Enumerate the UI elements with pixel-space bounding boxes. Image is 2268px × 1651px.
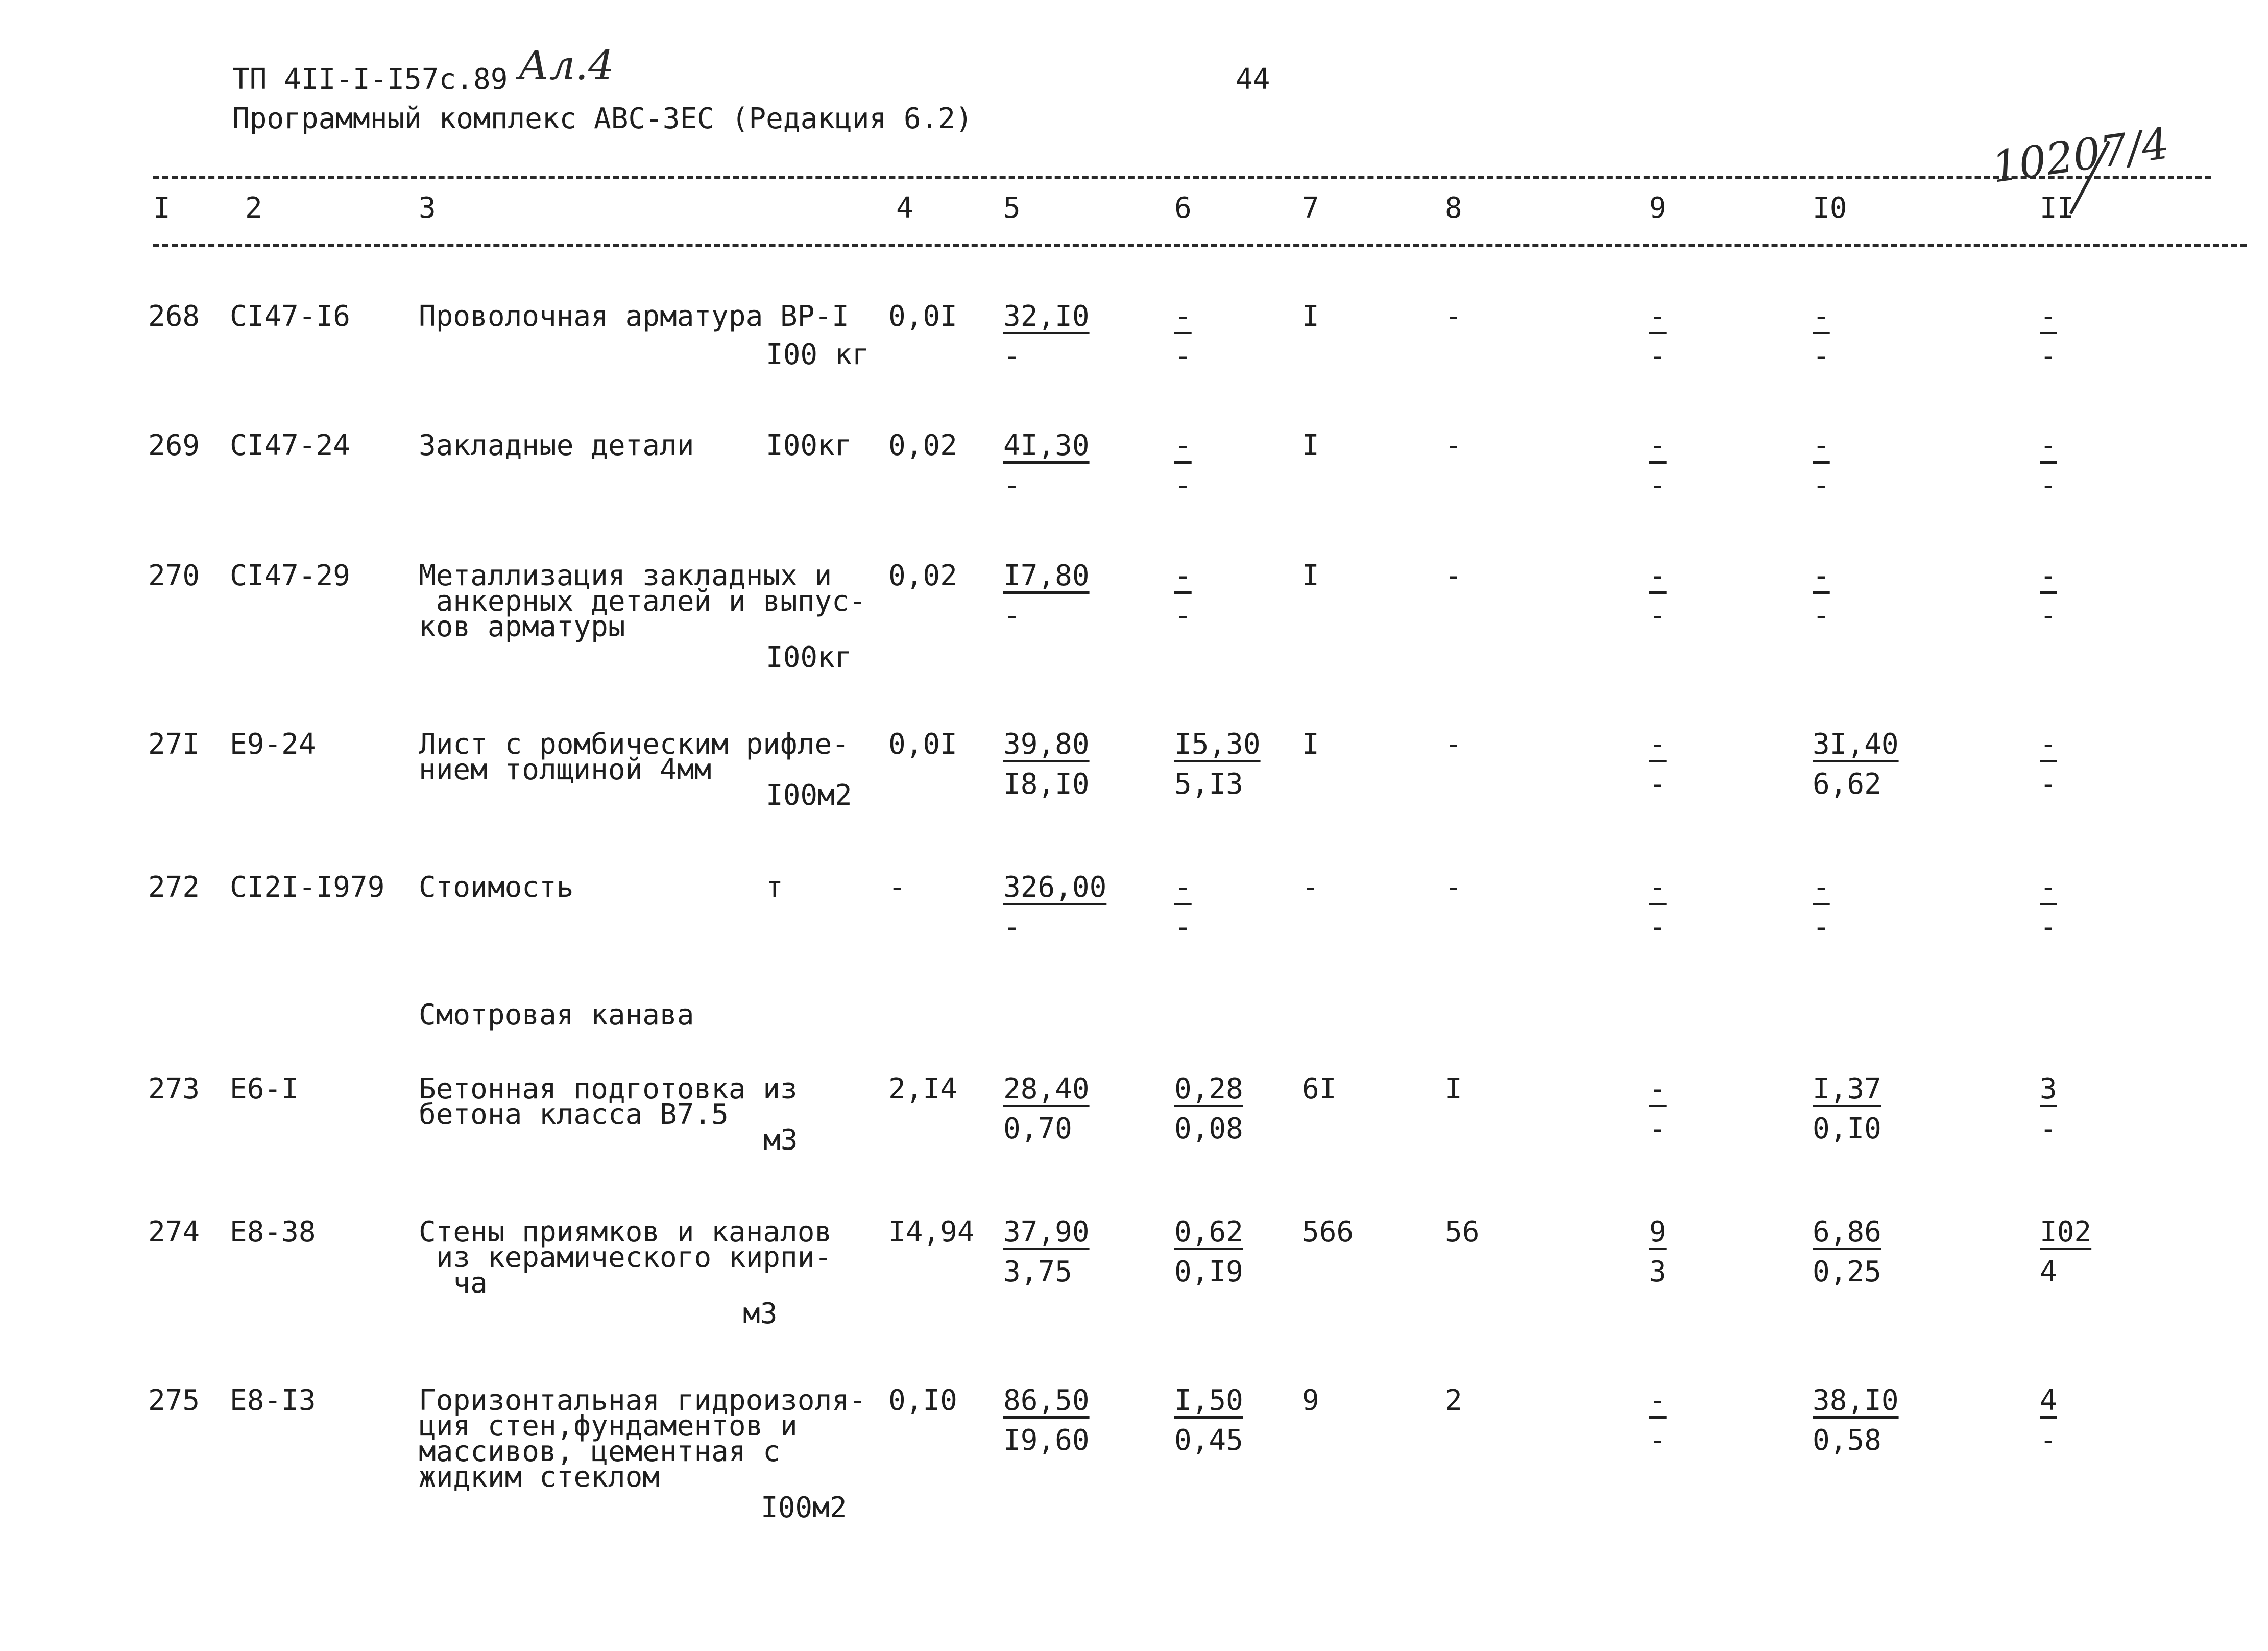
total-cost: 9 [1302, 1384, 1319, 1417]
unit-cost-denominator: I9,60 [1003, 1424, 1090, 1457]
wage-cost [1174, 1215, 1243, 1288]
wage-cost-denominator: 0,I9 [1174, 1255, 1243, 1288]
wage-cost-numerator: - [1174, 429, 1192, 462]
quantity: 0,I0 [888, 1384, 957, 1417]
col11-value-denominator: 4 [2040, 1255, 2057, 1288]
col9-value-denominator: - [1649, 1424, 1667, 1457]
column-number: 6 [1174, 192, 1192, 225]
unit-of-measure: м3 [763, 1123, 798, 1157]
col9-value [1649, 1215, 1667, 1288]
handwritten-mark: Ал.4 [518, 41, 614, 89]
column-number: 7 [1302, 192, 1319, 225]
wage-cost-numerator: 0,28 [1174, 1072, 1243, 1106]
col9-value-numerator: - [1649, 300, 1667, 333]
work-description-line: Лист с ромбическим рифле- [419, 728, 849, 761]
row-number: 269 [148, 429, 200, 462]
col9-value-denominator: - [1649, 768, 1667, 801]
wage-cost [1174, 730, 1261, 799]
col11-value-numerator: - [2040, 429, 2057, 462]
quantity: 0,0I [888, 728, 957, 761]
row-number: 270 [148, 559, 200, 592]
unit-of-measure: I00 кг [766, 338, 870, 371]
wage-cost-denominator: - [1174, 469, 1192, 502]
total-cost: I [1302, 429, 1319, 462]
unit-cost [1003, 873, 1106, 942]
unit-cost [1003, 302, 1090, 371]
work-description-line: Стены приямков и каналов [419, 1215, 832, 1249]
col9-value-numerator: 9 [1649, 1215, 1667, 1249]
col9-value-denominator: - [1649, 599, 1667, 632]
col9-value [1649, 559, 1667, 632]
norm-code: E8-I3 [230, 1384, 316, 1417]
norm-code: CI47-29 [230, 559, 351, 592]
col10-value [1813, 302, 1830, 371]
col9-value [1649, 1386, 1667, 1455]
col10-value-numerator: 6,86 [1813, 1215, 1881, 1249]
work-description-line: анкерных деталей и выпус- [419, 585, 866, 618]
row-number: 268 [148, 300, 200, 333]
unit-cost-denominator: - [1003, 340, 1021, 373]
norm-code: E8-38 [230, 1215, 316, 1249]
total-wage: - [1445, 300, 1462, 333]
work-description-line: ция стен,фундаментов и [419, 1409, 798, 1443]
col11-value-numerator: - [2040, 300, 2057, 333]
wage-cost-denominator: 5,I3 [1174, 768, 1243, 801]
unit-cost-numerator: 28,40 [1003, 1072, 1090, 1106]
col10-value-denominator: - [1813, 911, 1830, 944]
col9-value-denominator: - [1649, 1112, 1667, 1145]
col11-value-numerator: - [2040, 728, 2057, 761]
col11-value-denominator: - [2040, 1424, 2057, 1457]
col9-value-numerator: - [1649, 728, 1667, 761]
unit-cost-denominator: 3,75 [1003, 1255, 1072, 1288]
header-bottom-dashed-rule [153, 244, 2247, 247]
wage-cost-denominator: - [1174, 911, 1192, 944]
col9-value-denominator: - [1649, 340, 1667, 373]
work-description-line: массивов, цементная с [419, 1435, 781, 1468]
total-cost: - [1302, 871, 1319, 904]
col10-value-numerator: I,37 [1813, 1072, 1881, 1106]
wage-cost [1174, 429, 1192, 502]
row-number: 275 [148, 1384, 200, 1417]
col10-value-denominator: 0,25 [1813, 1255, 1881, 1288]
work-description-line: Проволочная арматура ВР-I [419, 300, 849, 333]
unit-cost-numerator: 32,I0 [1003, 300, 1090, 333]
norm-code: CI47-I6 [230, 300, 351, 333]
norm-code: E9-24 [230, 728, 316, 761]
total-wage: - [1445, 559, 1462, 592]
wage-cost-numerator: - [1174, 871, 1192, 904]
column-number: 3 [419, 192, 436, 225]
col10-value [1813, 1386, 1899, 1455]
unit-cost [1003, 730, 1090, 799]
wage-cost [1174, 302, 1192, 371]
wage-cost-numerator: 0,62 [1174, 1215, 1243, 1249]
work-description-line: нием толщиной 4мм [419, 753, 712, 786]
col11-value-denominator: - [2040, 911, 2057, 944]
col10-value-denominator: - [1813, 599, 1830, 632]
work-description-line: ча [419, 1266, 488, 1300]
column-number: II [2040, 192, 2074, 225]
row-number: 272 [148, 871, 200, 904]
col10-value [1813, 1072, 1881, 1145]
col9-value-numerator: - [1649, 559, 1667, 592]
col9-value-denominator: - [1649, 911, 1667, 944]
wage-cost [1174, 1072, 1243, 1145]
unit-cost [1003, 1072, 1090, 1145]
col10-value-denominator: 6,62 [1813, 768, 1881, 801]
inventory-mark: 10207/4 [1988, 118, 2173, 193]
col10-value [1813, 730, 1899, 799]
col10-value [1813, 1215, 1881, 1288]
col9-value-denominator: 3 [1649, 1255, 1667, 1288]
norm-code: CI2I-I979 [230, 871, 385, 904]
col11-value [2040, 1215, 2092, 1288]
col11-value-numerator: 4 [2040, 1384, 2057, 1417]
wage-cost [1174, 1386, 1243, 1455]
col9-value-numerator: - [1649, 1384, 1667, 1417]
unit-cost [1003, 559, 1090, 632]
total-wage: - [1445, 429, 1462, 462]
total-wage: - [1445, 728, 1462, 761]
work-description-line: бетона класса В7.5 [419, 1098, 729, 1131]
unit-cost-numerator: 37,90 [1003, 1215, 1090, 1249]
col11-value [2040, 1072, 2057, 1145]
column-number: 8 [1445, 192, 1462, 225]
unit-of-measure: т [766, 871, 783, 904]
unit-cost-denominator: - [1003, 469, 1021, 502]
work-description-line: Стоимость [419, 871, 574, 904]
total-cost: 566 [1302, 1215, 1354, 1249]
wage-cost-denominator: - [1174, 340, 1192, 373]
work-description-line: жидким стеклом [419, 1461, 660, 1494]
col10-value [1813, 559, 1830, 632]
col11-value [2040, 302, 2057, 371]
col11-value [2040, 873, 2057, 942]
quantity: 0,02 [888, 559, 957, 592]
wage-cost [1174, 873, 1192, 942]
col9-value-numerator: - [1649, 429, 1667, 462]
unit-cost-denominator: 0,70 [1003, 1112, 1072, 1145]
unit-cost-numerator: 39,80 [1003, 728, 1090, 761]
col10-value-denominator: - [1813, 340, 1830, 373]
col9-value-numerator: - [1649, 871, 1667, 904]
col10-value-numerator: - [1813, 300, 1830, 333]
work-description-line: ков арматуры [419, 610, 625, 643]
col9-value-numerator: - [1649, 1072, 1667, 1106]
col11-value-numerator: - [2040, 871, 2057, 904]
col11-value [2040, 1386, 2057, 1455]
col11-value-denominator: - [2040, 1112, 2057, 1145]
column-number: I [153, 192, 171, 225]
unit-cost-numerator: I7,80 [1003, 559, 1090, 592]
col9-value-denominator: - [1649, 469, 1667, 502]
page-number: 44 [1236, 63, 1270, 96]
col11-value-numerator: 3 [2040, 1072, 2057, 1106]
col11-value [2040, 559, 2057, 632]
unit-of-measure: I00кг [766, 429, 852, 462]
col10-value-denominator: 0,I0 [1813, 1112, 1881, 1145]
wage-cost-numerator: I5,30 [1174, 728, 1261, 761]
total-wage: 2 [1445, 1384, 1462, 1417]
quantity: 0,0I [888, 300, 957, 333]
column-number: I0 [1813, 192, 1847, 225]
work-description-line: из керамического кирпи- [419, 1241, 832, 1274]
work-description-line: Горизонтальная гидроизоля- [419, 1384, 866, 1417]
unit-of-measure: I00м2 [766, 779, 852, 812]
quantity: 2,I4 [888, 1072, 957, 1106]
program-title: Программный комплекс АВС-3ЕС (Редакция 6.2) [232, 102, 973, 135]
wage-cost-denominator: 0,08 [1174, 1112, 1243, 1145]
total-wage: I [1445, 1072, 1462, 1106]
unit-cost [1003, 1215, 1090, 1288]
col11-value-denominator: - [2040, 340, 2057, 373]
quantity: - [888, 871, 906, 904]
col10-value [1813, 873, 1830, 942]
column-number: 4 [896, 192, 913, 225]
col10-value-denominator: - [1813, 469, 1830, 502]
section-heading: Смотровая канава [419, 998, 694, 1032]
col10-value-numerator: - [1813, 429, 1830, 462]
col9-value [1649, 302, 1667, 371]
total-cost: I [1302, 728, 1319, 761]
total-cost: I [1302, 559, 1319, 592]
col10-value-denominator: 0,58 [1813, 1424, 1881, 1457]
col11-value-denominator: - [2040, 469, 2057, 502]
unit-cost-denominator: I8,I0 [1003, 768, 1090, 801]
document-code: ТП 4II-I-I57с.89 [232, 63, 508, 96]
total-cost: I [1302, 300, 1319, 333]
norm-code: CI47-24 [230, 429, 351, 462]
unit-cost [1003, 1386, 1090, 1455]
column-number: 2 [245, 192, 262, 225]
unit-of-measure: I00м2 [761, 1491, 847, 1524]
col9-value [1649, 429, 1667, 502]
col11-value [2040, 730, 2057, 799]
work-description-line: Металлизация закладных и [419, 559, 832, 592]
row-number: 27I [148, 728, 200, 761]
total-wage: 56 [1445, 1215, 1480, 1249]
wage-cost-numerator: - [1174, 300, 1192, 333]
col10-value-numerator: 38,I0 [1813, 1384, 1899, 1417]
row-number: 274 [148, 1215, 200, 1249]
col11-value [2040, 429, 2057, 502]
work-description-line: Закладные детали [419, 429, 694, 462]
quantity: 0,02 [888, 429, 957, 462]
quantity: I4,94 [888, 1215, 975, 1249]
col9-value [1649, 730, 1667, 799]
wage-cost-denominator: - [1174, 599, 1192, 632]
col11-value-denominator: - [2040, 768, 2057, 801]
wage-cost [1174, 559, 1192, 632]
col11-value-denominator: - [2040, 599, 2057, 632]
unit-cost-denominator: - [1003, 599, 1021, 632]
col10-value-numerator: 3I,40 [1813, 728, 1899, 761]
work-description-line: Бетонная подготовка из [419, 1072, 798, 1106]
unit-of-measure: м3 [743, 1297, 778, 1330]
unit-cost-numerator: 326,00 [1003, 871, 1107, 904]
unit-cost-numerator: 4I,30 [1003, 429, 1090, 462]
wage-cost-denominator: 0,45 [1174, 1424, 1243, 1457]
unit-cost-numerator: 86,50 [1003, 1384, 1090, 1417]
total-wage: - [1445, 871, 1462, 904]
column-number: 5 [1003, 192, 1021, 225]
top-dashed-rule [153, 176, 2211, 179]
unit-of-measure: I00кг [766, 641, 852, 674]
col9-value [1649, 1072, 1667, 1145]
unit-cost [1003, 429, 1090, 502]
col10-value-numerator: - [1813, 871, 1830, 904]
column-number: 9 [1649, 192, 1667, 225]
col11-value-numerator: - [2040, 559, 2057, 592]
row-number: 273 [148, 1072, 200, 1106]
col10-value-numerator: - [1813, 559, 1830, 592]
norm-code: E6-I [230, 1072, 299, 1106]
col9-value [1649, 873, 1667, 942]
wage-cost-numerator: - [1174, 559, 1192, 592]
col11-value-numerator: I02 [2040, 1215, 2092, 1249]
wage-cost-numerator: I,50 [1174, 1384, 1243, 1417]
total-cost: 6I [1302, 1072, 1337, 1106]
col10-value [1813, 429, 1830, 502]
unit-cost-denominator: - [1003, 911, 1021, 944]
